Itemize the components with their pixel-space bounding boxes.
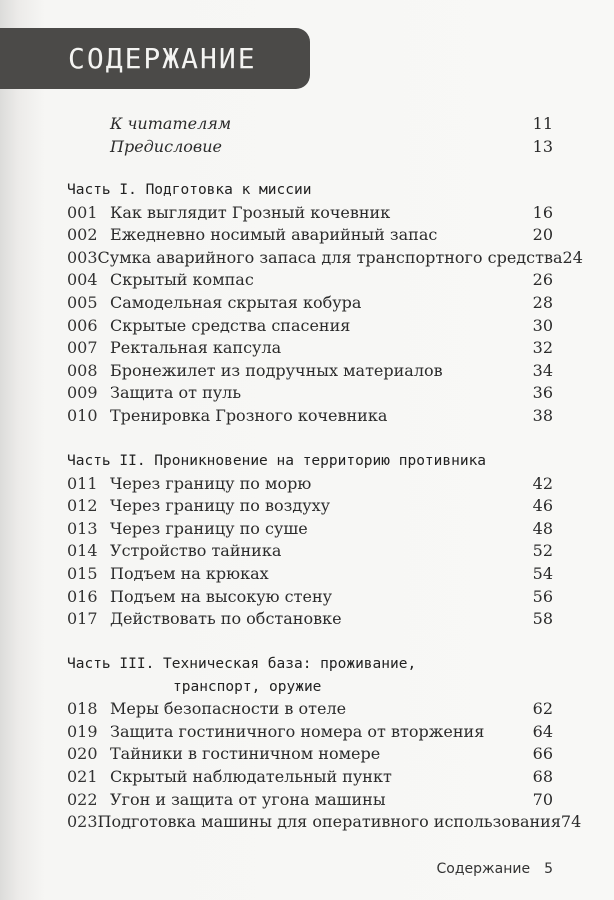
- toc-entry[interactable]: [67, 698, 553, 721]
- entry-title: Бронежилет из подручных материалов: [110, 360, 443, 380]
- entry-number: 003: [67, 247, 98, 267]
- entry-title: Через границу по воздуху: [110, 496, 331, 516]
- toc-entry[interactable]: [67, 495, 553, 518]
- entry-title: Как выглядит Грозный кочевник: [110, 202, 391, 222]
- entry-page: 28: [532, 292, 553, 312]
- part-heading-continued: транспорт, оружие: [173, 678, 322, 695]
- entry-page: 58: [532, 609, 553, 629]
- page-number: 5: [544, 861, 553, 877]
- page-footer: [437, 858, 554, 880]
- toc-entry[interactable]: [67, 540, 553, 563]
- toc-entry[interactable]: [67, 382, 553, 405]
- toc-entry[interactable]: [67, 766, 553, 789]
- entry-number: 009: [67, 383, 98, 403]
- entry-title: Подготовка машины для оперативного использования: [97, 812, 561, 832]
- entry-page: 56: [532, 586, 553, 606]
- entry-title: Защита от пуль: [110, 383, 242, 403]
- entry-number: 005: [67, 292, 98, 312]
- toc-entry[interactable]: [67, 113, 553, 136]
- entry-number: [67, 113, 110, 136]
- entry-page: 68: [532, 766, 553, 786]
- entry-number: 020: [67, 744, 98, 764]
- entry-page: 70: [532, 789, 553, 809]
- entry-page: 74: [560, 812, 582, 832]
- entry-number: 002: [67, 225, 98, 245]
- entry-number: 018: [67, 699, 98, 719]
- toc-entry[interactable]: [67, 292, 553, 315]
- toc-entry[interactable]: [67, 247, 583, 270]
- entry-title: Скрытый наблюдательный пункт: [110, 766, 392, 786]
- toc-entry[interactable]: [67, 405, 553, 428]
- entry-page: 64: [532, 721, 553, 741]
- toc-entry[interactable]: [67, 269, 553, 292]
- footer-label: Содержание: [436, 861, 531, 877]
- toc-entry[interactable]: [67, 789, 553, 812]
- toc-entry[interactable]: [67, 136, 553, 159]
- entry-title: Предисловие: [110, 136, 222, 156]
- toc-entry[interactable]: [67, 202, 553, 225]
- toc-entry[interactable]: [67, 586, 553, 609]
- toc-entry[interactable]: [67, 563, 553, 586]
- entry-page: 42: [532, 473, 553, 493]
- entry-number: 007: [67, 338, 98, 358]
- part-1-section: [67, 179, 583, 428]
- entry-title: Скрытые средства спасения: [110, 315, 351, 335]
- entry-number: 014: [67, 541, 98, 561]
- toc-entry[interactable]: [67, 608, 553, 631]
- entry-title: Самодельная скрытая кобура: [110, 292, 362, 312]
- part-2-section: [67, 450, 553, 631]
- entry-number: 013: [67, 518, 98, 538]
- entry-title: Защита гостиничного номера от вторжения: [110, 721, 485, 741]
- entry-number: 001: [67, 202, 98, 222]
- entry-number: 021: [67, 766, 98, 786]
- toc-entry[interactable]: [67, 721, 553, 744]
- entry-page: 54: [532, 563, 553, 583]
- entry-title: Скрытый компас: [110, 270, 254, 290]
- entry-page: 16: [532, 202, 553, 222]
- entry-number: 019: [67, 721, 98, 741]
- entry-title: Тайники в гостиничном номере: [110, 744, 381, 764]
- entry-title: Сумка аварийного запаса для транспортного средства: [97, 247, 563, 267]
- entry-number: 008: [67, 360, 98, 380]
- entry-title: Устройство тайника: [110, 541, 282, 561]
- entry-title: Угон и защита от угона машины: [110, 789, 386, 809]
- entry-title: Действовать по обстановке: [110, 609, 342, 629]
- entry-number: 006: [67, 315, 98, 335]
- toc-entry[interactable]: [67, 743, 553, 766]
- part-heading: Часть II. Проникновение на территорию противника: [67, 453, 487, 469]
- toc-entry[interactable]: [67, 315, 553, 338]
- entry-title: Ежедневно носимый аварийный запас: [110, 225, 438, 245]
- part-heading: Часть I. Подготовка к миссии: [67, 182, 312, 198]
- entry-number: 015: [67, 563, 98, 583]
- entry-page: 11: [532, 114, 553, 133]
- entry-page: 34: [532, 360, 553, 380]
- entry-number: 012: [67, 496, 98, 516]
- part-heading: Часть III. Техническая база: проживание,: [67, 656, 417, 672]
- entry-number: 016: [67, 586, 98, 606]
- entry-title: Подъем на высокую стену: [110, 586, 333, 606]
- entry-title: Через границу по суше: [110, 518, 308, 538]
- entry-page: 48: [532, 518, 553, 538]
- intro-section: [67, 113, 553, 158]
- entry-title: Тренировка Грозного кочевника: [110, 405, 388, 425]
- entry-page: 30: [532, 315, 553, 335]
- entry-title: Меры безопасности в отеле: [110, 699, 347, 719]
- toc-entry[interactable]: [67, 473, 553, 496]
- page-title: СОДЕРЖАНИЕ: [68, 42, 257, 75]
- entry-title: Подъем на крюках: [110, 563, 269, 583]
- entry-page: 36: [532, 383, 553, 403]
- toc-entry[interactable]: [67, 811, 582, 834]
- entry-number: 022: [67, 789, 98, 809]
- entry-page: 13: [532, 136, 553, 156]
- entry-number: 011: [67, 473, 98, 493]
- entry-page: 38: [532, 405, 553, 425]
- entry-number: 004: [67, 270, 98, 290]
- entry-page: 46: [532, 496, 553, 516]
- entry-number: 023: [67, 812, 98, 832]
- entry-page: 32: [532, 338, 553, 358]
- entry-page: 24: [562, 247, 583, 267]
- toc-entry[interactable]: [67, 518, 553, 541]
- toc-entry[interactable]: [67, 360, 553, 383]
- entry-page: 20: [532, 225, 553, 245]
- entry-page: 66: [532, 744, 553, 764]
- part-3-section: [67, 653, 582, 834]
- entry-title: К читателям: [110, 114, 232, 133]
- title-banner: [0, 28, 310, 89]
- toc-entry[interactable]: [67, 337, 553, 360]
- entry-number: [67, 136, 110, 159]
- entry-page: 26: [532, 270, 553, 290]
- entry-number: 010: [67, 405, 98, 425]
- toc-entry[interactable]: [67, 224, 553, 247]
- entry-title: Через границу по морю: [110, 473, 312, 493]
- entry-number: 017: [67, 609, 98, 629]
- entry-page: 52: [532, 541, 553, 561]
- entry-title: Ректальная капсула: [110, 338, 282, 358]
- entry-page: 62: [532, 699, 553, 719]
